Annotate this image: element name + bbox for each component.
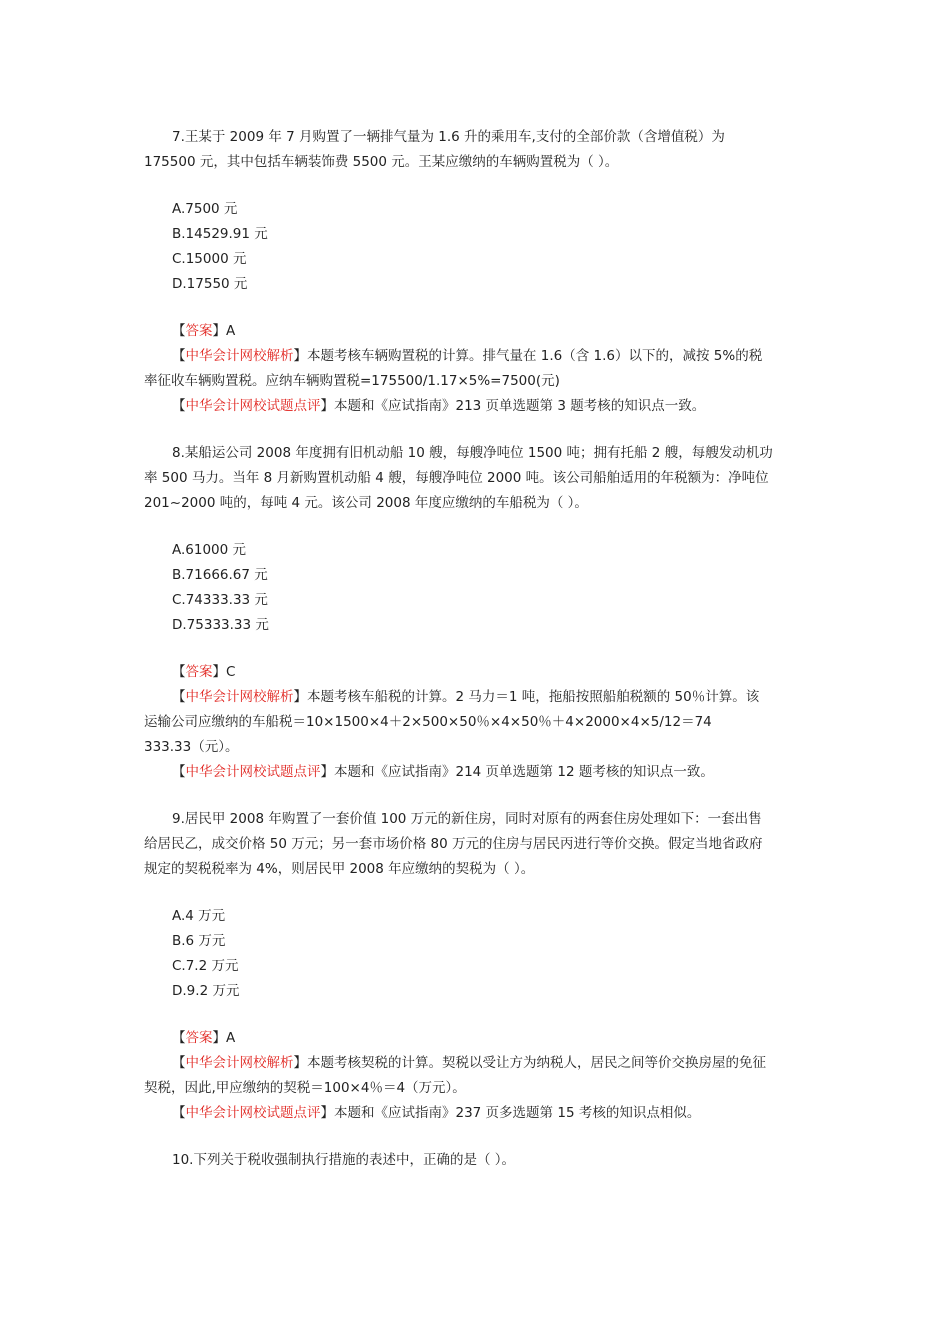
question-9-option-a: A.4 万元 bbox=[172, 908, 226, 924]
question-8-answer: 【答案】C bbox=[172, 664, 236, 680]
question-7-option-c: C.15000 元 bbox=[172, 251, 247, 267]
question-8-analysis-line-3: 333.33（元）。 bbox=[144, 739, 239, 755]
question-8-stem-line-3: 201~2000 吨的，每吨 4 元。该公司 2008 年度应缴纳的车船税为（ ）。 bbox=[144, 495, 588, 511]
question-8-stem-line-1: 8.某船运公司 2008 年度拥有旧机动船 10 艘，每艘净吨位 1500 吨；拥有托船 2 艘，每艘发动机功 bbox=[172, 445, 773, 461]
question-7-review: 【中华会计网校试题点评】本题和《应试指南》213 页单选题第 3 题考核的知识点一致。 bbox=[172, 398, 706, 414]
question-7-analysis-line-2: 率征收车辆购置税。应纳车辆购置税=175500/1.17×5%=7500(元) bbox=[144, 373, 560, 389]
question-7-analysis-line-1: 【中华会计网校解析】本题考核车辆购置税的计算。排气量在 1.6（含 1.6）以下的，减按 5%的税 bbox=[172, 348, 763, 364]
question-7-option-b: B.14529.91 元 bbox=[172, 226, 268, 242]
question-9-answer: 【答案】A bbox=[172, 1030, 236, 1046]
question-9-option-d: D.9.2 万元 bbox=[172, 983, 240, 999]
question-9-analysis-line-2: 契税，因此,甲应缴纳的契税＝100×4％＝4（万元）。 bbox=[144, 1080, 466, 1096]
question-9-analysis-line-1: 【中华会计网校解析】本题考核契税的计算。契税以受让方为纳税人，居民之间等价交换房屋的免征 bbox=[172, 1055, 766, 1071]
question-8-option-d: D.75333.33 元 bbox=[172, 617, 269, 633]
question-9-stem-line-1: 9.居民甲 2008 年购置了一套价值 100 万元的新住房，同时对原有的两套住房处理如下：一套出售 bbox=[172, 811, 762, 827]
question-9-option-c: C.7.2 万元 bbox=[172, 958, 239, 974]
question-8-analysis-line-1: 【中华会计网校解析】本题考核车船税的计算。2 马力＝1 吨，拖船按照船舶税额的 50％计算。该 bbox=[172, 689, 760, 705]
question-7-stem-line-2: 175500 元，其中包括车辆装饰费 5500 元。王某应缴纳的车辆购置税为（ ）。 bbox=[144, 154, 619, 170]
question-7-option-d: D.17550 元 bbox=[172, 276, 248, 292]
question-8-stem-line-2: 率 500 马力。当年 8 月新购置机动船 4 艘，每艘净吨位 2000 吨。该公司船舶适用的年税额为：净吨位 bbox=[144, 470, 769, 486]
question-9-option-b: B.6 万元 bbox=[172, 933, 226, 949]
question-7-answer: 【答案】A bbox=[172, 323, 236, 339]
question-8-review: 【中华会计网校试题点评】本题和《应试指南》214 页单选题第 12 题考核的知识点一致。 bbox=[172, 764, 714, 780]
question-7-stem-line-1: 7.王某于 2009 年 7 月购置了一辆排气量为 1.6 升的乘用车,支付的全部价款（含增值税）为 bbox=[172, 129, 725, 145]
question-9-review: 【中华会计网校试题点评】本题和《应试指南》237 页多选题第 15 考核的知识点相似。 bbox=[172, 1105, 701, 1121]
question-8-analysis-line-2: 运输公司应缴纳的车船税＝10×1500×4＋2×500×50％×4×50％＋4×2000×4×5/12＝74 bbox=[144, 714, 712, 730]
question-9-stem-line-2: 给居民乙，成交价格 50 万元；另一套市场价格 80 万元的住房与居民丙进行等价交换。假定当地省政府 bbox=[144, 836, 763, 852]
question-7-option-a: A.7500 元 bbox=[172, 201, 238, 217]
question-8-option-b: B.71666.67 元 bbox=[172, 567, 268, 583]
question-8-option-c: C.74333.33 元 bbox=[172, 592, 268, 608]
question-9-stem-line-3: 规定的契税税率为 4%，则居民甲 2008 年应缴纳的契税为（ ）。 bbox=[144, 861, 535, 877]
question-10-stem: 10.下列关于税收强制执行措施的表述中，正确的是（ ）。 bbox=[172, 1152, 516, 1168]
question-8-option-a: A.61000 元 bbox=[172, 542, 247, 558]
